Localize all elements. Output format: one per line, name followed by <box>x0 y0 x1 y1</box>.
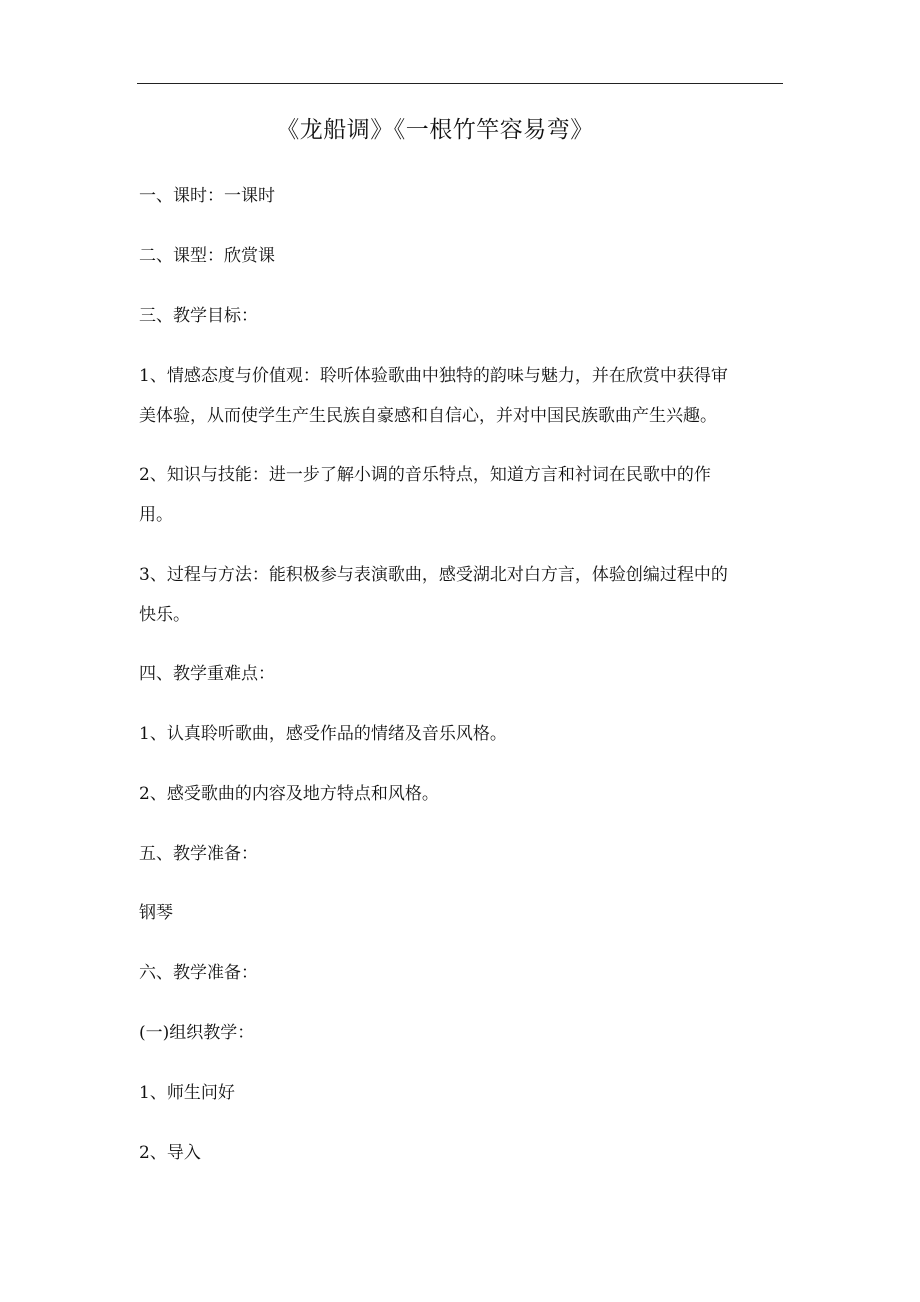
goal-2-line-1: 2、知识与技能：进一步了解小调的音乐特点，知道方言和衬词在民歌中的作 <box>139 465 711 485</box>
goal-1-line-1: 1、情感态度与价值观：聆听体验歌曲中独特的韵味与魅力，并在欣赏中获得审 <box>139 366 728 386</box>
key-point-2: 2、感受歌曲的内容及地方特点和风格。 <box>139 784 439 804</box>
section-key-points-heading: 四、教学重难点： <box>139 664 275 684</box>
goal-3-line-2: 快乐。 <box>139 605 190 625</box>
key-point-1: 1、认真聆听歌曲，感受作品的情绪及音乐风格。 <box>139 724 507 744</box>
header-rule <box>137 83 783 84</box>
goal-3-line-1: 3、过程与方法：能积极参与表演歌曲，感受湖北对白方言，体验创编过程中的 <box>139 565 728 585</box>
goal-2-paragraph <box>139 455 785 535</box>
goal-1-line-2: 美体验，从而使学生产生民族自豪感和自信心，并对中国民族歌曲产生兴趣。 <box>139 406 717 426</box>
goal-2-line-2: 用。 <box>139 505 173 525</box>
section-process-heading: 六、教学准备： <box>139 963 258 983</box>
section-preparation-heading: 五、教学准备： <box>139 844 258 864</box>
section-class-hours: 一、课时：一课时 <box>139 186 275 206</box>
preparation-item: 钢琴 <box>139 903 173 923</box>
section-class-type: 二、课型：欣赏课 <box>139 246 275 266</box>
section-teaching-goals-heading: 三、教学目标： <box>139 306 258 326</box>
goal-3-paragraph <box>139 555 785 635</box>
step-1-greeting: 1、师生问好 <box>139 1083 235 1103</box>
document-title: 《龙船调》《一根竹竿容易弯》 <box>276 117 594 143</box>
subsection-organize-teaching: (一)组织教学： <box>139 1023 255 1043</box>
step-2-introduction: 2、导入 <box>139 1143 201 1163</box>
goal-1-paragraph <box>139 356 785 436</box>
